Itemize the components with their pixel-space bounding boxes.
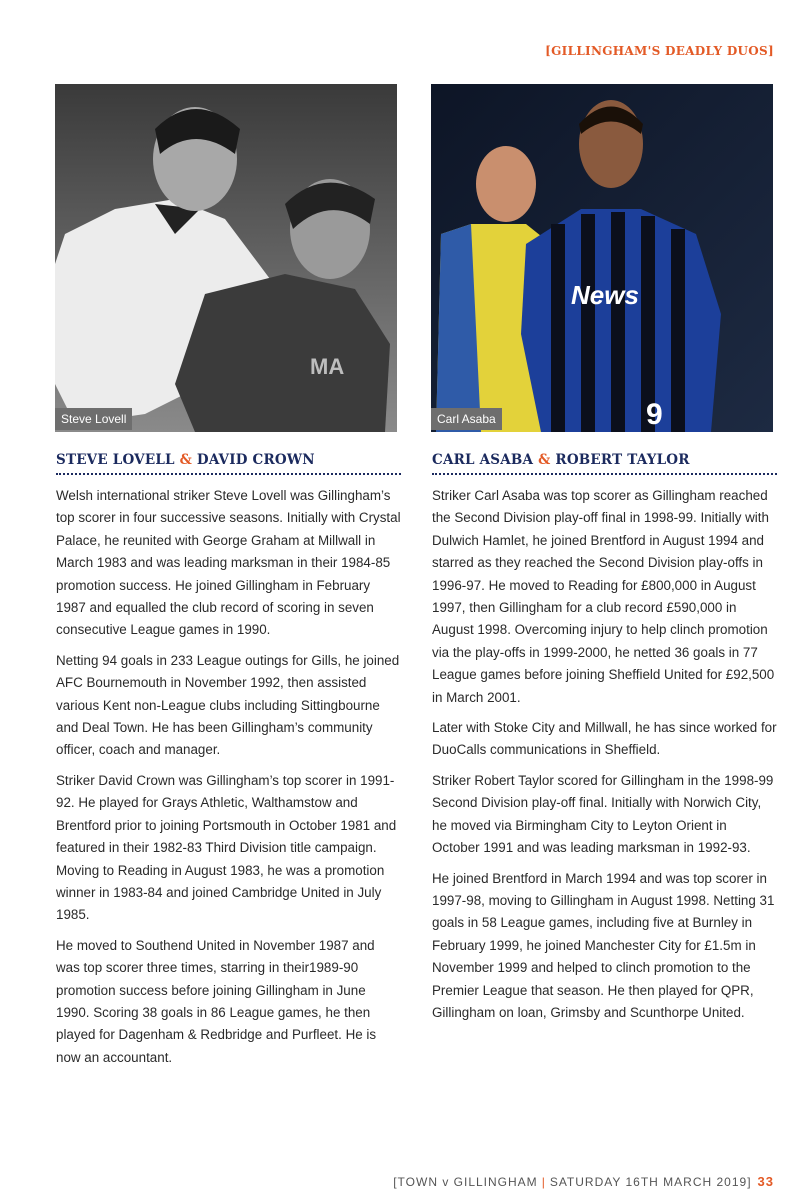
article-paragraph: Welsh international striker Steve Lovell was Gillingham’s top scorer in four successive seasons. Initially with Crystal Palace, he reunited with George Graham at Millwall in March 1983 and was leading marksman in their 1984-85 promotion success. He joined Gillingham in February 1987 and equalled the club record of scoring in seven consecutive League games in 1990. — [56, 488, 401, 638]
heading-player-b: DAVID CROWN — [196, 452, 315, 468]
page-number: 33 — [757, 1174, 774, 1189]
article-paragraph: Striker Carl Asaba was top scorer as Gillingham reached the Second Division play-off final in 1998-99. Initially with Dulwich Hamlet, he joined Brentford in August 1994 and starred as they reached the Second Division play-offs in 1996-97. He moved to Reading for £800,000 in August 1997, then Gillingham for a club record £590,000 in August 1998. Overcoming injury to help clinch promotion via the play-offs in 1999-2000, he netted 36 goals in 77 League games before joining Sheffield United for £92,500 in March 2001. — [432, 488, 775, 705]
article-paragraph: Striker Robert Taylor scored for Gillingham in the 1998-99 Second Division play-off final. Initially with Norwich City, he moved via Birmingham City to Leyton Orient in October 1991 and was leading marksman in 1992-93. — [432, 772, 774, 856]
photo-steve-lovell — [55, 84, 397, 432]
footer-date: SATURDAY 16TH MARCH 2019] — [549, 1175, 752, 1189]
footer-match: [TOWN v GILLINGHAM — [393, 1175, 538, 1189]
photo-steve-lovell-image — [55, 84, 397, 432]
article-paragraph: He joined Brentford in March 1994 and was top scorer in 1997-98, moving to Gillingham in August 1998. Netting 31 goals in 58 League games, including five at Burnley in February 1999, he joined Manchester City for £1.5m in November 1999 and helped to clinch promotion to the Premier League that season. He then played for QPR, Gillingham on loan, Grimsby and Scunthorpe United. — [432, 870, 775, 1020]
heading-player-a: STEVE LOVELL — [56, 452, 175, 468]
page-footer — [393, 1174, 774, 1189]
article-paragraph: Striker David Crown was Gillingham’s top scorer in 1991-92. He played for Grays Athletic, Walthamstow and Brentford prior to joining Portsmouth in October 1981 and featured in their 1982-83 Third Division title campaign. Moving to Reading in August 1983, he was a promotion winner in 1983-84 and joined Cambridge United in July 1985. — [56, 772, 397, 923]
photo-carl-asaba — [431, 84, 773, 432]
photo-caption: Steve Lovell — [55, 408, 132, 430]
article-asaba-taylor — [432, 452, 777, 1032]
photo-caption: Carl Asaba — [431, 408, 502, 430]
photo-carl-asaba-image — [431, 84, 773, 432]
article-paragraph: Netting 94 goals in 233 League outings for Gills, he joined AFC Bournemouth in November 1992, then assisted various Kent non-League clubs including Sittingbourne and Deal Town. He has been Gillingham’s community officer, coach and manager. — [56, 652, 400, 758]
article-heading — [56, 452, 401, 475]
sponsor-text: MA — [310, 354, 345, 379]
article-paragraph: He moved to Southend United in November 1987 and was top scorer three times, starring in their1989-90 promotion success before joining Gillingham in June 1990. Scoring 38 goals in 86 League games, he then played for Dagenham & Redbridge and Purfleet. He is now an accountant. — [56, 937, 377, 1065]
sponsor-text: News — [571, 280, 639, 310]
heading-ampersand: & — [538, 452, 551, 468]
heading-player-b: ROBERT TAYLOR — [555, 452, 690, 468]
shirt-number: 9 — [646, 398, 663, 431]
article-lovell-crown — [56, 452, 401, 1077]
article-heading — [432, 452, 777, 475]
footer-separator: | — [541, 1175, 546, 1189]
series-title: [GILLINGHAM'S DEADLY DUOS] — [545, 44, 774, 58]
heading-ampersand: & — [179, 452, 193, 468]
article-paragraph: Later with Stoke City and Millwall, he has since worked for DuoCalls communications in Sheffield. — [432, 720, 777, 758]
heading-player-a: CARL ASABA — [432, 452, 534, 468]
